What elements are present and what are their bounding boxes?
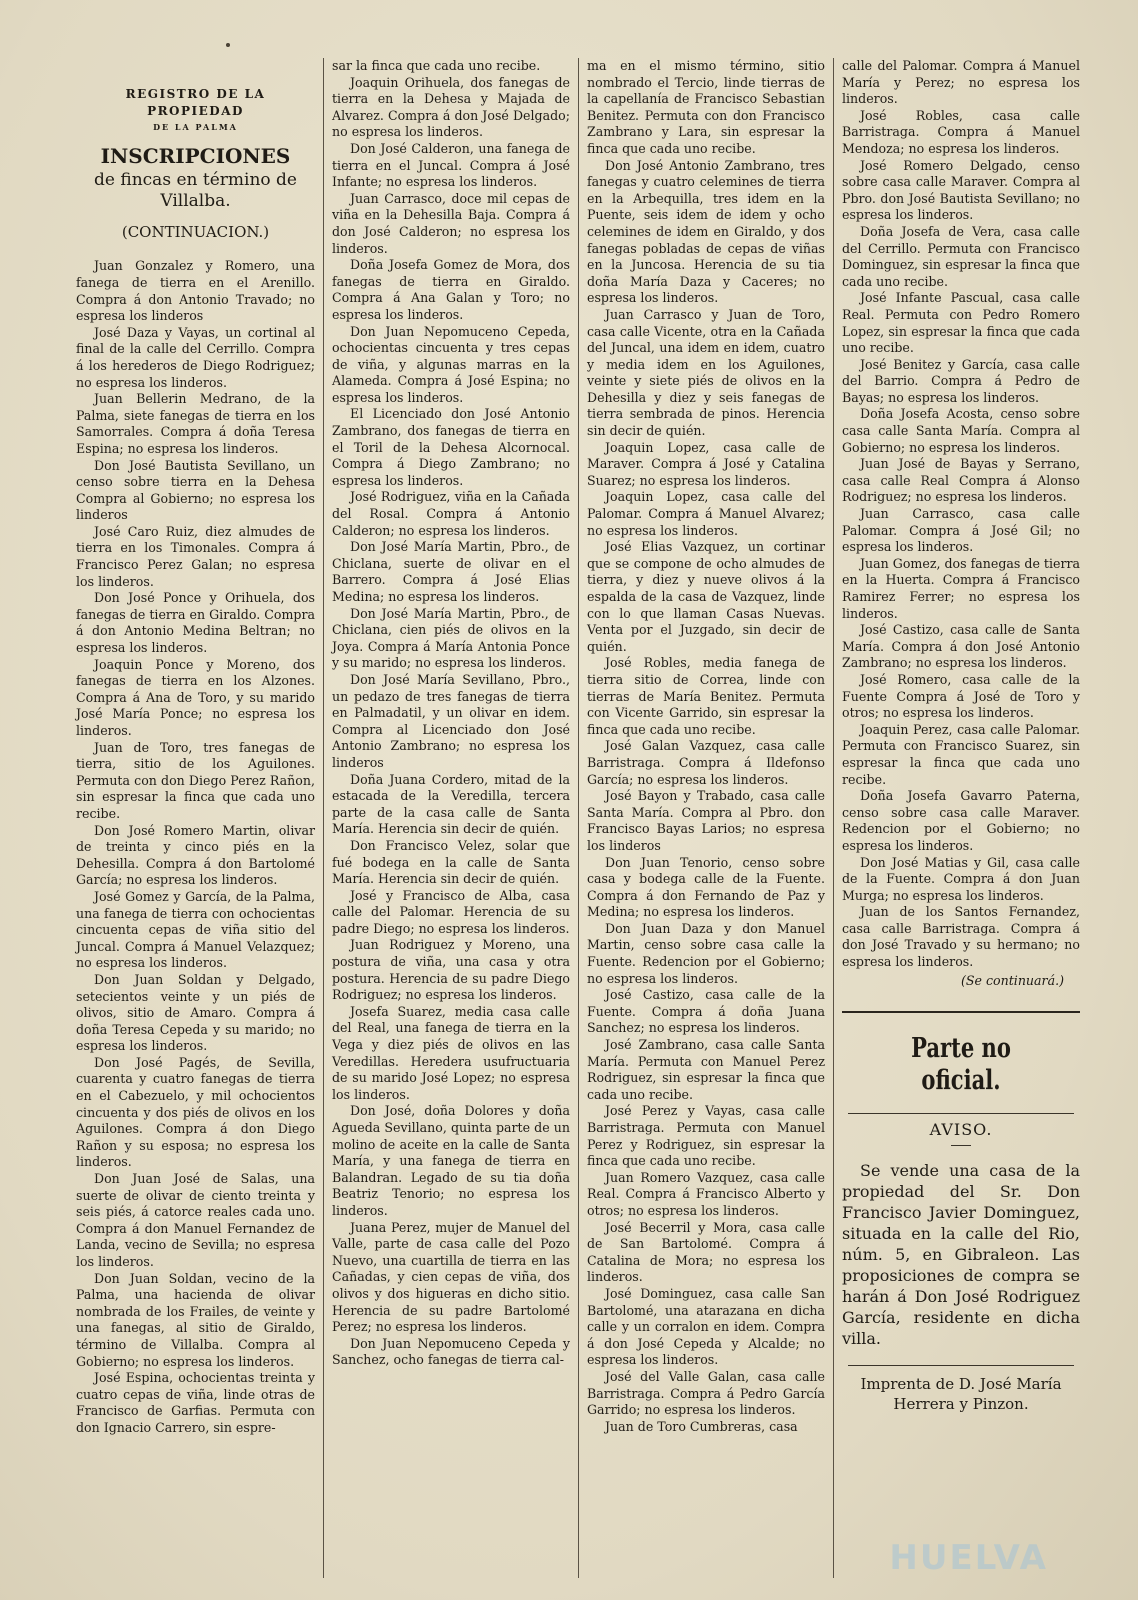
registry-entry: José Caro Ruiz, diez almudes de tierra en los Timonales. Compra á Francisco Perez Galan; no espresa los linderos. [76, 523, 315, 589]
section-subtitle: de fincas en término de Villalba. [94, 169, 297, 211]
registry-entry: Juan Gomez, dos fanegas de tierra en la Huerta. Compra á Francisco Ramirez Ferrer; no espresa los linderos. [842, 555, 1080, 621]
registry-entry: Don José Calderon, una fanega de tierra en el Juncal. Compra á José Infante; no espresa los linderos. [332, 140, 570, 190]
registry-entry: José Zambrano, casa calle Santa María. Permuta con Manuel Perez Rodriguez, sin espresar la finca que cada uno recibe. [587, 1037, 825, 1102]
registry-entry: Joaquin Orihuela, dos fanegas de tierra en la Dehesa y Majada de Alvarez. Compra á don José Delgado; no espresa los linderos. [332, 74, 570, 140]
section-divider [842, 1011, 1080, 1013]
registry-entry: José Bayon y Trabado, casa calle Santa María. Compra al Pbro. don Francisco Bayas Larios; no espresa los linderos [587, 788, 825, 853]
column-2 [323, 58, 578, 1578]
registry-entry: José Romero Delgado, censo sobre casa calle Maraver. Compra al Pbro. don José Bautista Sevillano; no espresa los linderos. [842, 157, 1080, 223]
registry-entry: Don Juan Tenorio, censo sobre casa y bodega calle de la Fuente. Compra á don Fernando de Paz y Medina; no espresa los linderos. [587, 854, 825, 920]
registry-entry: José Robles, media fanega de tierra sitio de Correa, linde con tierras de María Benitez. Permuta con Vicente Garrido, sin espresar la finca que cada uno recibe. [587, 655, 825, 737]
registry-entry: Don Juan Daza y don Manuel Martin, censo sobre casa calle la Fuente. Redencion por el Gobierno; no espresa los linderos. [587, 920, 825, 986]
title-underline [848, 1113, 1074, 1114]
registry-entry: José Infante Pascual, casa calle Real. Permuta con Pedro Romero Lopez, sin espresar la finca que cada uno recibe. [842, 290, 1080, 356]
registry-entry: José Galan Vazquez, casa calle Barristraga. Compra á Ildefonso García; no espresa los linderos. [587, 738, 825, 787]
registry-entry: Joaquin Lopez, casa calle de Maraver. Compra á José y Catalina Suarez; no espresa los linderos. [587, 439, 825, 488]
registry-entry: Doña Josefa Gomez de Mora, dos fanegas de tierra en Giraldo. Compra á Ana Galan y Toro; no espresa los linderos. [332, 257, 570, 322]
registry-place: DE LA PALMA [153, 122, 238, 133]
column-4 [833, 58, 1088, 1578]
registry-entry: Doña Josefa de Vera, casa calle del Cerrillo. Permuta con Francisco Dominguez, sin espresar la finca que cada uno recibe. [842, 223, 1080, 289]
continuation-signoff: (Se continuará.) [960, 972, 1064, 988]
registry-entry: ma en el mismo término, sitio nombrado el Tercio, linde tierras de la capellanía de Francisco Sebastian Benitez. Permuta con don Francisco Zambrano y Lara, sin espresar la finca que cada uno recibe. [587, 58, 825, 156]
column-1 [68, 58, 323, 1578]
registry-entry: Juan Romero Vazquez, casa calle Real. Compra á Francisco Alberto y otros; no espresa los linderos. [587, 1169, 825, 1218]
registry-entry: Juan Carrasco y Juan de Toro, casa calle Vicente, otra en la Cañada del Juncal, una idem en idem, cuatro y media idem en los Aguilones, veinte y siete piés de olivos en la Dehesilla y diez y seis fanegas de tierra sembrada de pinos. Herencia sin decir de quién. [587, 306, 825, 439]
registry-entry: Joaquin Perez, casa calle Palomar. Permuta con Francisco Suarez, sin espresar la finca que cada uno recibe. [842, 721, 1080, 787]
registry-entry: Doña Josefa Acosta, censo sobre casa calle Santa María. Compra al Gobierno; no espresa los linderos. [842, 406, 1080, 455]
notice-title: AVISO. [929, 1120, 993, 1140]
registry-entry: José Daza y Vayas, un cortinal al final de la calle del Cerrillo. Compra á los herederos de Diego Rodriguez; no espresa los linderos. [76, 324, 315, 390]
registry-entry: Juan de Toro Cumbreras, casa [605, 1418, 798, 1434]
columns [68, 58, 1110, 1578]
registry-entry: Don Juan Nepomuceno Cepeda y Sanchez, ocho fanegas de tierra cal- [332, 1335, 570, 1368]
registry-entry: sar la finca que cada uno recibe. [332, 58, 541, 73]
registry-entry: Josefa Suarez, media casa calle del Real, una fanega de tierra en la Vega y diez piés de olivos en las Veredillas. Heredera usufructuaria de su marido José Lopez; no espresa los linderos. [332, 1003, 570, 1102]
registry-entry: Juan Rodriguez y Moreno, una postura de viña, una casa y otra postura. Herencia de su padre Diego Rodriguez; no espresa los linderos. [332, 937, 570, 1003]
registry-entry: Juan de los Santos Fernandez, casa calle Barristraga. Compra á don José Travado y su hermano; no espresa los linderos. [842, 904, 1080, 970]
registry-entry: Don José, doña Dolores y doña Agueda Sevillano, quinta parte de un molino de aceite en la calle de Santa María, y una fanega de tierra en Balandran. Legado de su tia doña Beatriz Tenorio; no espresa los linderos. [332, 1103, 570, 1218]
registry-entry: Doña Josefa Gavarro Paterna, censo sobre casa calle Maraver. Redencion por el Gobierno; no espresa los linderos. [842, 788, 1080, 853]
registry-entry: José Gomez y García, de la Palma, una fanega de tierra con ochocientas cincuenta cepas de viña sitio del Juncal. Compra á Manuel Velazquez; no espresa los linderos. [76, 888, 315, 971]
registry-entry: José y Francisco de Alba, casa calle del Palomar. Herencia de su padre Diego; no espresa los linderos. [332, 887, 570, 936]
registry-entry: Juan Carrasco, doce mil cepas de viña en la Dehesilla Baja. Compra á don José Calderon; no espresa los linderos. [332, 190, 570, 256]
registry-entry: José Becerril y Mora, casa calle de San Bartolomé. Compra á Catalina de Mora; no espresa los linderos. [587, 1219, 825, 1285]
column-3 [578, 58, 833, 1578]
notice-dash [951, 1145, 971, 1146]
registry-entry: Don José Matias y Gil, casa calle de la Fuente. Compra á don Juan Murga; no espresa los linderos. [842, 854, 1080, 903]
registry-entry: José Castizo, casa calle de Santa María. Compra á don José Antonio Zambrano; no espresa los linderos. [842, 622, 1080, 671]
printer-credit: Imprenta de D. José María Herrera y Pinzon. [860, 1374, 1062, 1413]
continuation-label: (CONTINUACION.) [121, 222, 270, 241]
registry-entry: José Rodriguez, viña en la Cañada del Rosal. Compra á Antonio Calderon; no espresa los linderos. [332, 489, 570, 538]
registry-entry: Juana Perez, mujer de Manuel del Valle, parte de casa calle del Pozo Nuevo, una cuartilla de tierra en las Cañadas, y cien cepas de viña, dos olivos y dos higueras en dicho sitio. Herencia de su padre Bartolomé Perez; no espresa los linderos. [332, 1219, 570, 1335]
registry-entry: José Benitez y García, casa calle del Barrio. Compra á Pedro de Bayas; no espresa los linderos. [842, 356, 1080, 405]
registry-entry: calle del Palomar. Compra á Manuel María y Perez; no espresa los linderos. [842, 58, 1080, 107]
registry-entry: José Castizo, casa calle de la Fuente. Compra á doña Juana Sanchez; no espresa los linderos. [587, 987, 825, 1036]
registry-entry: José Espina, ochocientas treinta y cuatro cepas de viña, linde otras de Francisco de Garfias. Permuta con don Ignacio Carrero, sin espre- [76, 1370, 315, 1435]
registry-entry: Doña Juana Cordero, mitad de la estacada de la Veredilla, tercera parte de la casa calle de Santa María. Herencia sin decir de quién. [332, 771, 570, 837]
registry-entry: José Romero, casa calle de la Fuente Compra á José de Toro y otros; no espresa los linderos. [842, 671, 1080, 721]
ink-speck [226, 43, 230, 47]
registry-entry: Don Juan Soldan y Delgado, setecientos veinte y un piés de olivos, sitio de Amaro. Compra á doña Teresa Cepeda y su marido; no espresa los linderos. [76, 971, 315, 1054]
registry-title: REGISTRO DE LA PROPIEDAD [125, 87, 266, 118]
registry-entry: Don Francisco Velez, solar que fué bodega en la calle de Santa María. Herencia sin decir de quién. [332, 837, 570, 887]
registry-entry: Joaquin Ponce y Moreno, dos fanegas de tierra en los Alzones. Compra á Ana de Toro, y su marido José María Ponce; no espresa los linderos. [76, 656, 315, 738]
registry-entry: El Licenciado don José Antonio Zambrano, dos fanegas de tierra en el Toril de la Dehesa Alcornocal. Compra á Diego Zambrano; no espresa los linderos. [332, 406, 570, 488]
registry-entry: Juan José de Bayas y Serrano, casa calle Real Compra á Alonso Rodriguez; no espresa los linderos. [842, 456, 1080, 505]
registry-entry: Don José Antonio Zambrano, tres fanegas y cuatro celemines de tierra en la Arbequilla, tres idem en la Puente, seis idem de idem y ocho celemines de idem en Giraldo, y dos fanegas pobladas de cepas de viñas en la Juncosa. Herencia de su tia doña María Daza y Caceres; no espresa los linderos. [587, 157, 825, 306]
registry-entry: José del Valle Galan, casa calle Barristraga. Compra á Pedro García Garrido; no espresa los linderos. [587, 1368, 825, 1418]
registry-entry: José Dominguez, casa calle San Bartolomé, una atarazana en dicha calle y un corralon en idem. Compra á don José Cepeda y Alcalde; no espresa los linderos. [587, 1285, 825, 1368]
registry-entry: Don José María Martin, Pbro., de Chiclana, cien piés de olivos en la Joya. Compra á María Antonia Ponce y su marido; no espresa los linderos. [332, 605, 570, 671]
registry-entry: Don José María Martin, Pbro., de Chiclana, suerte de olivar en el Barrero. Compra á José Elias Medina; no espresa los linderos. [332, 539, 570, 604]
registry-entry: Don José María Sevillano, Pbro., un pedazo de tres fanegas de tierra en Palmadatil, y un olivar en idem. Compra al Licenciado don José Antonio Zambrano; no espresa los linderos [332, 671, 570, 770]
registry-entry: José Elias Vazquez, un cortinar que se compone de ocho almudes de tierra, y diez y nueve olivos á la espalda de la casa de Vazquez, linde con lo que llaman Casas Nuevas. Venta por el Juzgado, sin decir de quién. [587, 539, 825, 654]
registry-entry: Don José Pagés, de Sevilla, cuarenta y cuatro fanegas de tierra en el Cabezuelo, y mil ochocientos cincuenta y dos piés de olivos en los Aguilones. Compra á don Diego Rañon y su esposa; no espresa los linderos. [76, 1054, 315, 1170]
registry-entry: José Perez y Vayas, casa calle Barristraga. Permuta con Manuel Perez y Rodriguez, sin espresar la finca que cada uno recibe. [587, 1103, 825, 1169]
notice-body: Se vende una casa de la propiedad del Sr. Don Francisco Javier Dominguez, situada en la calle del Rio, núm. 5, en Gibraleon. Las proposiciones de compra se harán á Don José Rodriguez García, residente en dicha villa. [842, 1160, 1080, 1348]
registry-entry: Don José Romero Martin, olivar de treinta y cinco piés en la Dehesilla. Compra á don Bartolomé García; no espresa los linderos. [76, 822, 315, 888]
footer-divider [848, 1365, 1074, 1366]
registry-entry: Juan Carrasco, casa calle Palomar. Compra á José Gil; no espresa los linderos. [842, 506, 1080, 555]
registry-entry: Don Juan José de Salas, una suerte de olivar de ciento treinta y seis piés, á catorce reales cada uno. Compra á don Manuel Fernandez de Landa, vecino de Sevilla; no espresa los linderos. [76, 1171, 315, 1269]
library-watermark: HUELVA [889, 1538, 1048, 1578]
registry-entry: Don Juan Nepomuceno Cepeda, ochocientas cincuenta y tres cepas de viña, y algunas marras en la Alameda. Compra á José Espina; no espresa los linderos. [332, 323, 570, 405]
registry-entry: Juan Bellerin Medrano, de la Palma, siete fanegas de tierra en los Samorrales. Compra á doña Teresa Espina; no espresa los linderos. [76, 391, 315, 456]
registry-entry: Juan de Toro, tres fanegas de tierra, sitio de los Aguilones. Permuta con don Diego Perez Rañon, sin espresar la finca que cada uno recibe. [76, 739, 315, 821]
registry-entry: Joaquin Lopez, casa calle del Palomar. Compra á Manuel Alvarez; no espresa los linderos. [587, 489, 825, 538]
registry-entry: José Robles, casa calle Barristraga. Compra á Manuel Mendoza; no espresa los linderos. [842, 107, 1080, 156]
unofficial-section-title: Parte no oficial. [911, 1033, 1011, 1097]
section-title: INSCRIPCIONES [100, 143, 291, 168]
registry-entry: Don José Ponce y Orihuela, dos fanegas de tierra en Giraldo. Compra á don Antonio Medina Beltran; no espresa los linderos. [76, 590, 315, 656]
registry-entry: Don Juan Soldan, vecino de la Palma, una hacienda de olivar nombrada de los Frailes, de veinte y una fanegas, al sitio de Giraldo, término de Villalba. Compra al Gobierno; no espresa los linderos. [76, 1270, 315, 1369]
registry-entry: Don José Bautista Sevillano, un censo sobre tierra en la Dehesa Compra al Gobierno; no espresa los linderos [76, 457, 315, 523]
registry-entry: Juan Gonzalez y Romero, una fanega de tierra en el Arenillo. Compra á don Antonio Travado; no espresa los linderos [76, 258, 315, 324]
